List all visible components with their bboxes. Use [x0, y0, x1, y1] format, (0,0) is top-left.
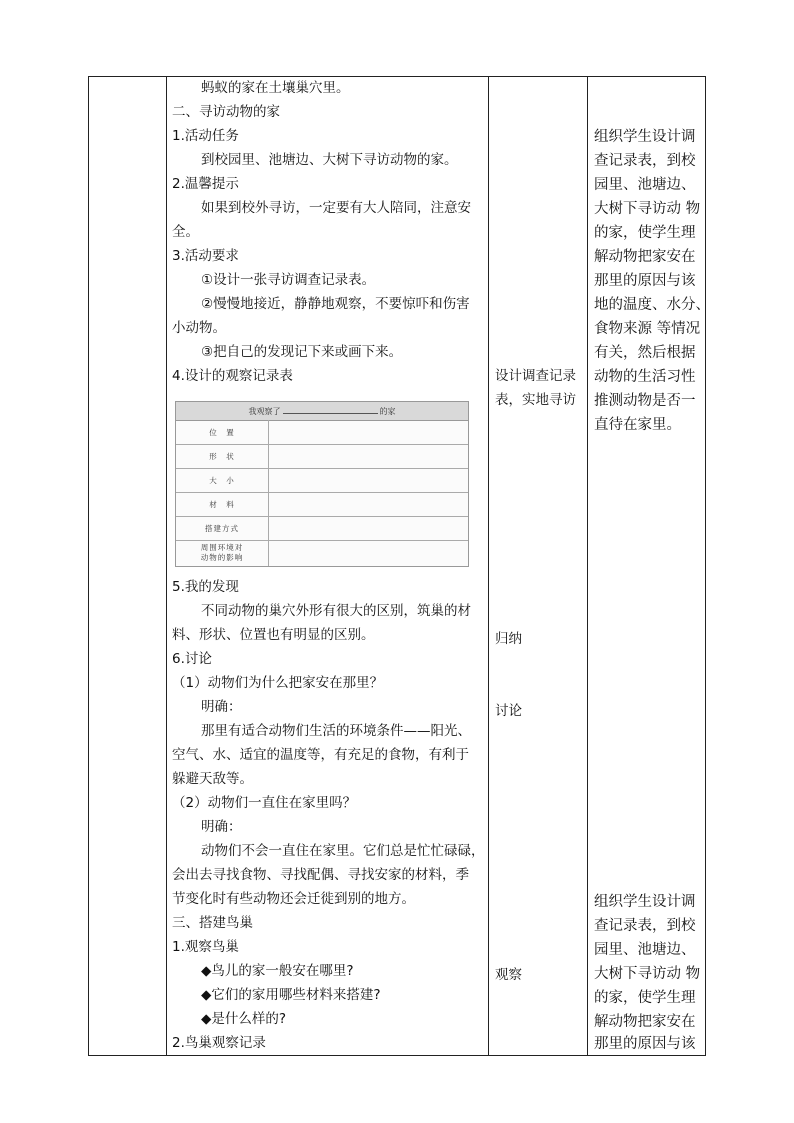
text-line: 会出去寻找食物、寻找配偶、寻找安家的材料，季 — [172, 867, 469, 883]
subheading: 2.温馨提示 — [172, 176, 239, 192]
observation-record-table — [175, 401, 469, 567]
observation-row-label: 材 料 — [209, 500, 235, 509]
design-intent-line: 园里、池塘边、 — [594, 177, 696, 193]
section-heading: 三、搭建鸟巢 — [172, 915, 253, 931]
question: （2）动物们一直住在家里吗？ — [172, 795, 357, 811]
text-line: 那里有适合动物们生活的环境条件——阳光、 — [201, 723, 471, 739]
text-line: 料、形状、位置也有明显的区别。 — [172, 627, 375, 643]
text-line: ①设计一张寻访调查记录表。 — [201, 272, 376, 288]
subheading: 4.设计的观察记录表 — [172, 368, 293, 384]
column-divider — [166, 76, 167, 1056]
design-intent-line: 解动物把家安在 — [594, 1014, 696, 1030]
text-line: ②慢慢地接近，静静地观察，不要惊吓和伤害 — [201, 296, 470, 312]
design-intent-line: 有关，然后根据 — [594, 345, 696, 361]
observation-table-header — [176, 402, 468, 421]
design-intent-line: 食物来源 等情况 — [594, 321, 701, 337]
text-line: 节变化时有些动物还会迁徙到别的地方。 — [172, 891, 415, 907]
student-activity: 观察 — [495, 967, 522, 983]
design-intent-line: 大树下寻访动 物 — [594, 966, 701, 982]
text-line: 动物们不会一直住在家里。它们总是忙忙碌碌， — [201, 843, 485, 859]
section-heading: 二、寻访动物的家 — [172, 104, 280, 120]
student-activity: 讨论 — [495, 703, 522, 719]
column-divider — [488, 76, 489, 1056]
design-intent-line: 推测动物是否一 — [594, 393, 696, 409]
text-line: ③把自己的发现记下来或画下来。 — [201, 344, 403, 360]
design-intent-line: 直待在家里。 — [594, 417, 681, 433]
design-intent-line: 组织学生设计调 — [594, 894, 696, 910]
design-intent-line: 大树下寻访动 物 — [594, 201, 701, 217]
design-intent-line: 查记录表，到校 — [594, 918, 696, 934]
observation-row-label: 周围环境对 — [200, 543, 244, 552]
design-intent-line: 那里的原因与该 — [594, 1036, 696, 1052]
text-line: 不同动物的巢穴外形有很大的区别，筑巢的材 — [201, 603, 471, 619]
design-intent-line: 的家，使学生理 — [594, 225, 696, 241]
student-activity: 设计调查记录 — [495, 368, 576, 384]
observation-row-label: 动物的影响 — [200, 553, 244, 562]
subheading: 1.活动任务 — [172, 128, 239, 144]
student-activity: 归纳 — [495, 631, 522, 647]
bullet-item: ◆是什么样的? — [201, 1011, 287, 1027]
subheading: 6.讨论 — [172, 651, 212, 667]
design-intent-line: 动物的生活习性 — [594, 369, 696, 385]
text-line: 躲避天敌等。 — [172, 771, 253, 787]
design-intent-line: 园里、池塘边、 — [594, 942, 696, 958]
observation-row-label: 搭建方式 — [205, 524, 239, 533]
design-intent-line: 查记录表，到校 — [594, 153, 696, 169]
design-intent-line: 地的温度、水分、 — [594, 297, 710, 313]
observation-table-title: 我观察了 的家 — [248, 407, 396, 416]
text-line: 全。 — [172, 224, 199, 240]
text-line: 蚂蚁的家在土壤巢穴里。 — [201, 80, 350, 96]
observation-row-label: 形 状 — [209, 452, 235, 461]
text-line: 空气、水、适宜的温度等，有充足的食物，有利于 — [172, 747, 469, 763]
text-line: 明确： — [201, 819, 242, 835]
subheading: 2.鸟巢观察记录 — [172, 1035, 266, 1051]
student-activity: 表，实地寻访 — [495, 392, 576, 408]
text-line: 明确： — [201, 699, 242, 715]
design-intent-line: 那里的原因与该 — [594, 273, 696, 289]
design-intent-line: 解动物把家安在 — [594, 249, 696, 265]
bullet-item: ◆鸟儿的家一般安在哪里? — [201, 963, 354, 979]
observation-row-label: 位 置 — [209, 428, 235, 437]
design-intent-line: 组织学生设计调 — [594, 129, 696, 145]
bullet-item: ◆它们的家用哪些材料来搭建? — [201, 987, 381, 1003]
subheading: 1.观察鸟巢 — [172, 939, 239, 955]
text-line: 如果到校外寻访，一定要有大人陪同，注意安 — [201, 200, 471, 216]
subheading: 3.活动要求 — [172, 248, 239, 264]
observation-row-label: 大 小 — [209, 476, 235, 485]
text-line: 到校园里、池塘边、大树下寻访动物的家。 — [201, 152, 458, 168]
subheading: 5.我的发现 — [172, 579, 239, 595]
column-divider — [587, 76, 588, 1056]
design-intent-line: 的家，使学生理 — [594, 990, 696, 1006]
question: （1）动物们为什么把家安在那里？ — [172, 675, 384, 691]
text-line: 小动物。 — [172, 320, 226, 336]
